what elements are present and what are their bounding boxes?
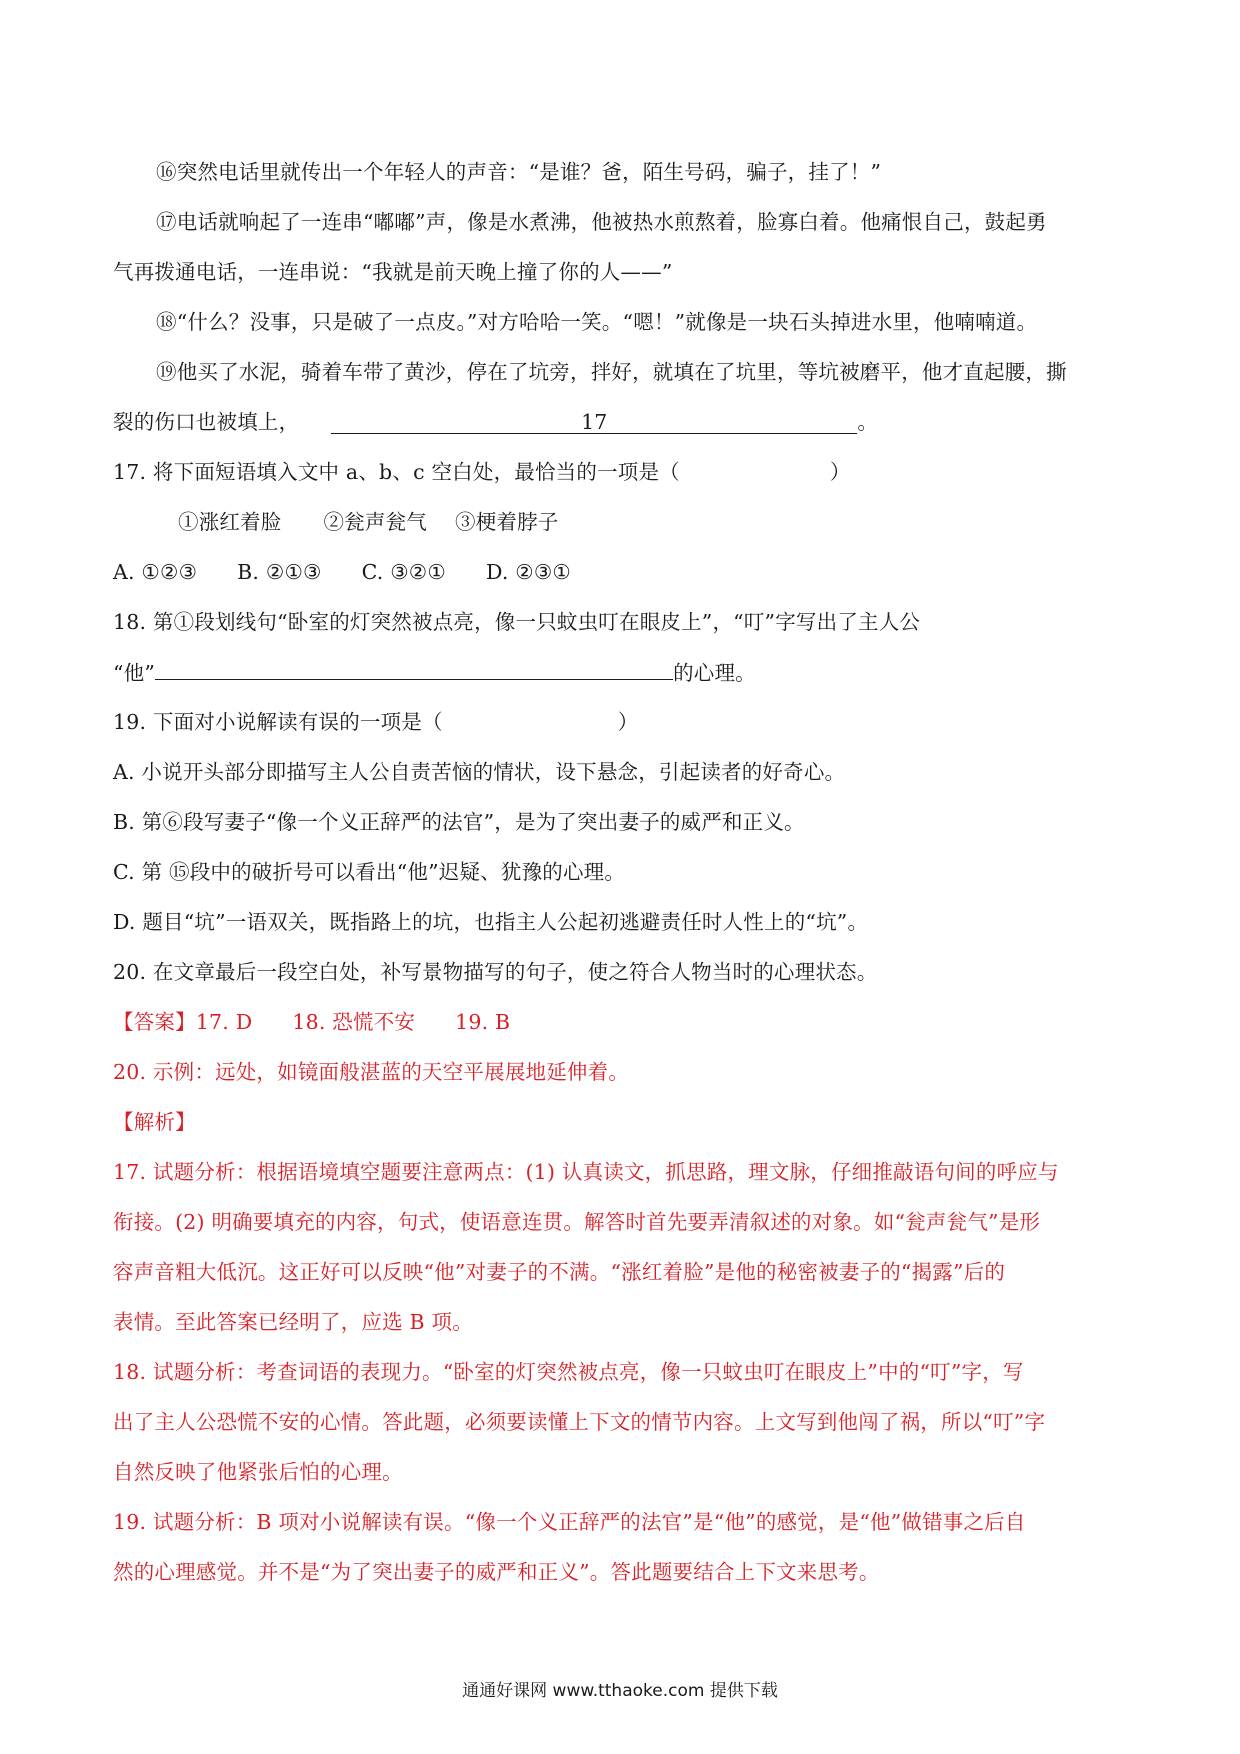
analysis-line: 17. 试题分析：根据语境填空题要注意两点：(1) 认真读文，抓思路，理文脉，仔细推敲语句间的呼应与 (113, 1160, 1059, 1184)
answer-17: 17. D (195, 1010, 253, 1034)
option-d: D. ②③① (485, 560, 572, 584)
question-18-line-2 (113, 657, 756, 688)
question-18-line-1: 18. 第①段划线句“卧室的灯突然被点亮，像一只蚊虫叮在眼皮上”，“叮”字写出了主人公 (113, 610, 921, 634)
option-a: A. ①②③ (113, 560, 198, 584)
phrase-3: ③梗着脖子 (455, 510, 559, 534)
question-19-option-a: A. 小说开头部分即描写主人公自责苦恼的情状，设下悬念，引起读者的好奇心。 (113, 760, 846, 784)
question-20: 20. 在文章最后一段空白处，补写景物描写的句子，使之符合人物当时的心理状态。 (113, 960, 878, 984)
answer-20: 20. 示例：远处，如镜面般湛蓝的天空平展展地延伸着。 (113, 1060, 630, 1084)
analysis-line: 衔接。(2) 明确要填充的内容，句式，使语意连贯。解答时首先要弄清叙述的对象。如“瓮声瓮气”是形 (113, 1210, 1041, 1234)
question-17-phrases (178, 507, 559, 537)
analysis-line: 然的心理感觉。并不是“为了突出妻子的威严和正义”。答此题要结合上下文来思考。 (113, 1560, 880, 1584)
paragraph-19-line-2 (113, 407, 878, 437)
analysis-line: 表情。至此答案已经明了，应选 B 项。 (113, 1310, 473, 1334)
question-19-option-d: D. 题目“坑”一语双关，既指路上的坑，也指主人公起初逃避责任时人性上的“坑”。 (113, 910, 869, 934)
phrase-1: ①涨红着脸 (178, 510, 282, 534)
question-18-end: 的心理。 (673, 661, 756, 685)
answer-line (113, 1007, 510, 1037)
question-17-bracket: ） (829, 460, 851, 484)
phrase-2: ②瓮声瓮气 (323, 510, 427, 534)
paragraph-17-line-2: 气再拨通电话，一连串说：“我就是前天晚上撞了你的人——” (113, 260, 673, 284)
analysis-line: 19. 试题分析：B 项对小说解读有误。“像一个义正辞严的法官”是“他”的感觉，是“他”做错事之后自 (113, 1510, 1026, 1534)
question-19-option-b: B. 第⑥段写妻子“像一个义正辞严的法官”，是为了突出妻子的威严和正义。 (113, 810, 805, 834)
blank-17: 17 (331, 411, 857, 434)
paragraph-16: ⑯突然电话里就传出一个年轻人的声音：“是谁？爸，陌生号码，骗子，挂了！” (156, 160, 882, 184)
option-c: C. ③②① (361, 560, 446, 584)
analysis-label: 【解析】 (113, 1110, 196, 1134)
paragraph-17-line-1: ⑰电话就响起了一连串“嘟嘟”声，像是水煮沸，他被热水煎熬着，脸寡白着。他痛恨自己，鼓起勇 (156, 210, 1047, 234)
paragraph-18: ⑱“什么？没事，只是破了一点皮。”对方哈哈一笑。“嗯！”就像是一块石头掉进水里，他喃喃道。 (156, 310, 1038, 334)
question-19-text: 19. 下面对小说解读有误的一项是（ (113, 710, 443, 734)
question-17-text: 17. 将下面短语填入文中 a、b、c 空白处，最恰当的一项是（ (113, 460, 680, 484)
analysis-line: 18. 试题分析：考查词语的表现力。“卧室的灯突然被点亮，像一只蚊虫叮在眼皮上”中的“叮”字，写 (113, 1360, 1024, 1384)
question-17-options (113, 557, 571, 587)
blank-18 (155, 657, 673, 680)
analysis-line: 自然反映了他紧张后怕的心理。 (113, 1460, 403, 1484)
question-19-option-c: C. 第 ⑮段中的破折号可以看出“他”迟疑、犹豫的心理。 (113, 860, 626, 884)
paragraph-19-end: 。 (857, 410, 879, 434)
paragraph-19-text: 裂的伤口也被填上， (113, 410, 300, 434)
question-19-stem (113, 707, 638, 737)
analysis-line: 出了主人公恐慌不安的心情。答此题，必须要读懂上下文的情节内容。上文写到他闯了祸，所以“叮”字 (113, 1410, 1046, 1434)
page-footer: 通通好课网 www.tthaoke.com 提供下载 (462, 1681, 778, 1701)
paragraph-19-line-1: ⑲他买了水泥，骑着车带了黄沙，停在了坑旁，拌好，就填在了坑里，等坑被磨平，他才直起腰，撕 (156, 360, 1067, 384)
question-18-start: “他” (113, 661, 156, 685)
answer-label: 【答案】 (113, 1010, 196, 1034)
answer-19: 19. B (455, 1010, 511, 1034)
analysis-line: 容声音粗大低沉。这正好可以反映“他”对妻子的不满。“涨红着脸”是他的秘密被妻子的“揭露”后的 (113, 1260, 1006, 1284)
question-19-bracket: ） (617, 710, 639, 734)
question-17-stem (113, 457, 851, 487)
option-b: B. ②①③ (237, 560, 322, 584)
answer-18: 18. 恐慌不安 (292, 1010, 416, 1034)
